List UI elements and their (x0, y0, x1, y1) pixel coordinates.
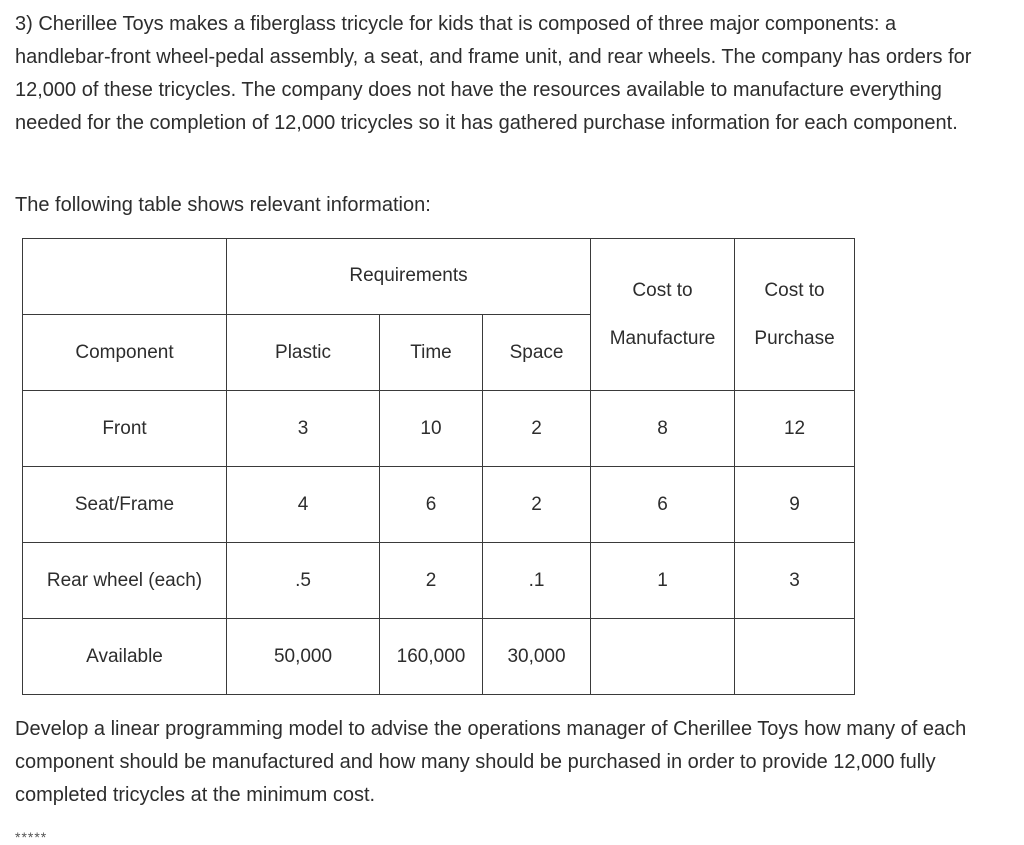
table-intro: The following table shows relevant information: (15, 194, 431, 216)
component-cell: Rear wheel (each) (23, 543, 227, 619)
header-empty-cell (23, 239, 227, 315)
time-cell: 160,000 (380, 619, 483, 695)
manufacture-cost-cell: 1 (591, 543, 735, 619)
cost-manufacture-line2: Manufacture (609, 327, 716, 349)
manufacture-cost-cell: 6 (591, 467, 735, 543)
manufacture-cost-cell: 8 (591, 391, 735, 467)
purchase-cost-cell: 9 (735, 467, 855, 543)
plastic-cell: .5 (227, 543, 380, 619)
cost-to-manufacture-header (591, 239, 735, 391)
table-row-available (23, 619, 855, 695)
plastic-header: Plastic (227, 315, 380, 391)
purchase-cost-cell: 3 (735, 543, 855, 619)
table-row (23, 543, 855, 619)
table-row (23, 467, 855, 543)
component-cell: Seat/Frame (23, 467, 227, 543)
component-header: Component (23, 315, 227, 391)
space-cell: 30,000 (483, 619, 591, 695)
requirements-header: Requirements (227, 239, 591, 315)
time-header: Time (380, 315, 483, 391)
space-cell: 2 (483, 391, 591, 467)
cost-to-purchase-header (735, 239, 855, 391)
manufacture-cost-cell (591, 619, 735, 695)
time-cell: 6 (380, 467, 483, 543)
cost-manufacture-line1: Cost to (632, 279, 693, 301)
space-header: Space (483, 315, 591, 391)
cost-purchase-line2: Purchase (754, 327, 835, 349)
time-cell: 10 (380, 391, 483, 467)
space-cell: 2 (483, 467, 591, 543)
cost-purchase-line1: Cost to (764, 279, 825, 301)
plastic-cell: 4 (227, 467, 380, 543)
component-cell: Available (23, 619, 227, 695)
problem-statement: 3) Cherillee Toys makes a fiberglass tricycle for kids that is composed of three major components: a handlebar-front wheel-pedal assembly, a seat, and frame unit, and rear wheels. The company has orders for 12,000 of these tricycles. The company does not have the resources available to manufacture everything needed for the completion of 12,000 tricycles so it has gathered purchase information for each component. (15, 13, 972, 134)
component-cell: Front (23, 391, 227, 467)
space-cell: .1 (483, 543, 591, 619)
footer-stars: ***** (15, 829, 48, 845)
time-cell: 2 (380, 543, 483, 619)
table-header-row-top (23, 239, 855, 315)
purchase-cost-cell (735, 619, 855, 695)
plastic-cell: 3 (227, 391, 380, 467)
plastic-cell: 50,000 (227, 619, 380, 695)
task-statement: Develop a linear programming model to advise the operations manager of Cherillee Toys how many of each component should be manufactured and how many should be purchased in order to provide 12,000 fully completed tricycles at the minimum cost. (15, 718, 967, 806)
purchase-cost-cell: 12 (735, 391, 855, 467)
requirements-table (22, 238, 855, 695)
table-row (23, 391, 855, 467)
